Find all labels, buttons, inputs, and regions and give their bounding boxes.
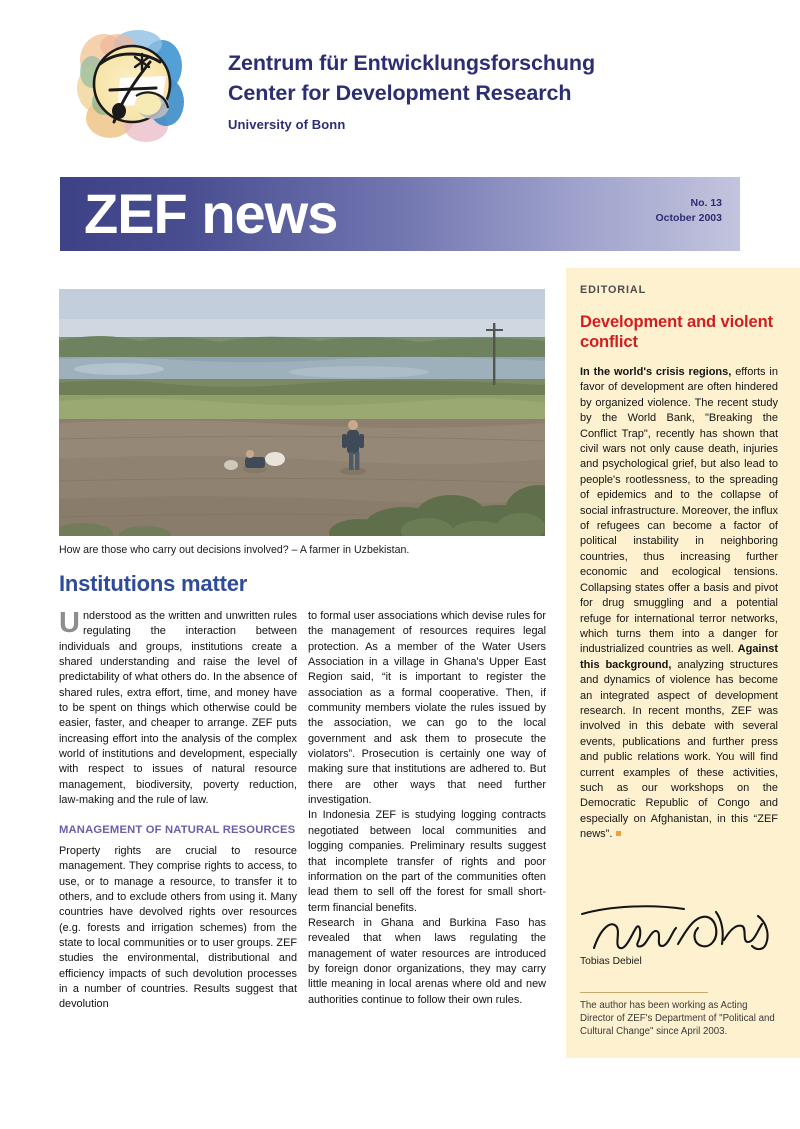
issue-date: October 2003	[655, 212, 722, 224]
editorial-author-name: Tobias Debiel	[580, 956, 642, 967]
org-affiliation: University of Bonn	[228, 117, 346, 132]
issue-info	[655, 196, 722, 226]
publication-title	[84, 183, 337, 245]
page-header	[0, 0, 800, 170]
editorial-body	[580, 365, 778, 843]
editorial-author-note: The author has been working as Acting Director of ZEF's Department of "Political and Cultural Change" since April 2003.	[580, 1000, 775, 1038]
organization-titles	[228, 48, 595, 132]
org-name-german: Zentrum für Entwicklungsforschung	[228, 51, 595, 75]
article-photo	[59, 289, 545, 536]
publication-title-news: news	[201, 182, 338, 245]
masthead-banner	[60, 177, 740, 251]
article-paragraph	[59, 609, 297, 808]
article-headline: Institutions matter	[59, 571, 248, 596]
editorial-kicker: EDITORIAL	[580, 284, 647, 296]
article-paragraph: Research in Ghana and Burkina Faso has revealed that when laws regulating the management of water resources are introduced by foreign donor organizations, they may carry little meaning in local arenas where old and new authorities continue to follow their own rules.	[308, 916, 546, 1006]
editorial-headline: Development and violent conflict	[580, 313, 773, 351]
editorial-divider	[580, 992, 708, 993]
drop-cap: U	[59, 607, 80, 639]
org-name-english: Center for Development Research	[228, 81, 572, 105]
article-column-left	[59, 609, 297, 1013]
editorial-body-part1: efforts in favor of development are often hindered by organized violence. The recent study by the World Bank, "Breaking the Conflict Trap", recently has shown that civil wars not only cause death, injuries and psychological grief, but also lead to people's rootlessness, to the spreading of epidemics and to the collapse of social infrastructure. Moreover, the influx of refugees can become a factor of political instability in neighboring countries, thus increasing further economic and ecological tensions. Collapsing states offer a basis and pivot for drug smuggling and a potential refuge for international terror networks, which turns them into a danger for industrialized countries as well.	[580, 366, 778, 656]
editorial-lead-bold: In the world's crisis regions,	[580, 366, 732, 378]
article-column-right	[308, 609, 546, 1008]
article-paragraph: Property rights are crucial to resource management. They comprise rights to access, to use, or to manage a resource, to transfer it to others, and to exclude others from using it. Many countries have devolved rights over resources (e.g. forests and irrigation schemes) from the state to local communities or to user groups. ZEF studies the environmental, distributional and efficiency impacts of such devolution processes in a number of countries. Results suggest that devolution	[59, 844, 297, 1011]
photo-caption: How are those who carry out decisions involved? – A farmer in Uzbekistan.	[59, 544, 410, 556]
editorial-second-bold: Against this background,	[580, 643, 778, 671]
article-paragraph-text: nderstood as the written and unwritten rules regulating the interaction between individuals and groups, institutions create a shared understanding and raise the level of predictability of what others do. In the absence of shared rules, extra effort, time, and money have to be spent on things which otherwise could be easier, faster, and cheaper to arrange. ZEF puts increasing effort into the analysis of the complex world of institutions and development, especially with respect to issues of natural resource management, biodiversity, poverty reduction, law-making and the rule of law.	[59, 610, 297, 807]
article-paragraph: to formal user associations which devise rules for the management of resources requires legal protection. As a member of the Water Users Association in a village in Ghana's Upper East Region said, “it is important to register the association as a formal cooperative. Then, if community members violate the rules issued by the association, we can go to the local government and ask them to prosecute the violators”. Prosecution is certainly one way of making sure that institutions are adhered to. But there are other ways that need further investigation.	[308, 610, 546, 807]
editorial-body-part2: analyzing structures and dynamics of violence has become an integrated aspect of development research. In recent months, ZEF was involved in this debate with several events, publications and further press and public relations work. You will find current examples of these activities, such as our workshops on the Democratic Republic of Congo and especially on Afghanistan, in this “ZEF news”.	[580, 658, 778, 841]
article-paragraph: In Indonesia ZEF is studying logging contracts negotiated between local communities and logging companies. Preliminary results suggest that incomplete transfer of rights and poor information on the part of the communities often lead them to sell off the forest for small short-term financial benefits.	[308, 809, 546, 914]
article-subhead: MANAGEMENT OF NATURAL RESOURCES	[59, 824, 296, 837]
zef-logo-icon	[74, 26, 192, 144]
issue-number: No. 13	[690, 197, 722, 209]
publication-title-zef: ZEF	[84, 182, 187, 245]
editorial-sidebar	[566, 268, 800, 1058]
signature-image	[580, 904, 780, 956]
end-marker-icon	[616, 831, 621, 836]
editorial-content	[580, 284, 778, 843]
